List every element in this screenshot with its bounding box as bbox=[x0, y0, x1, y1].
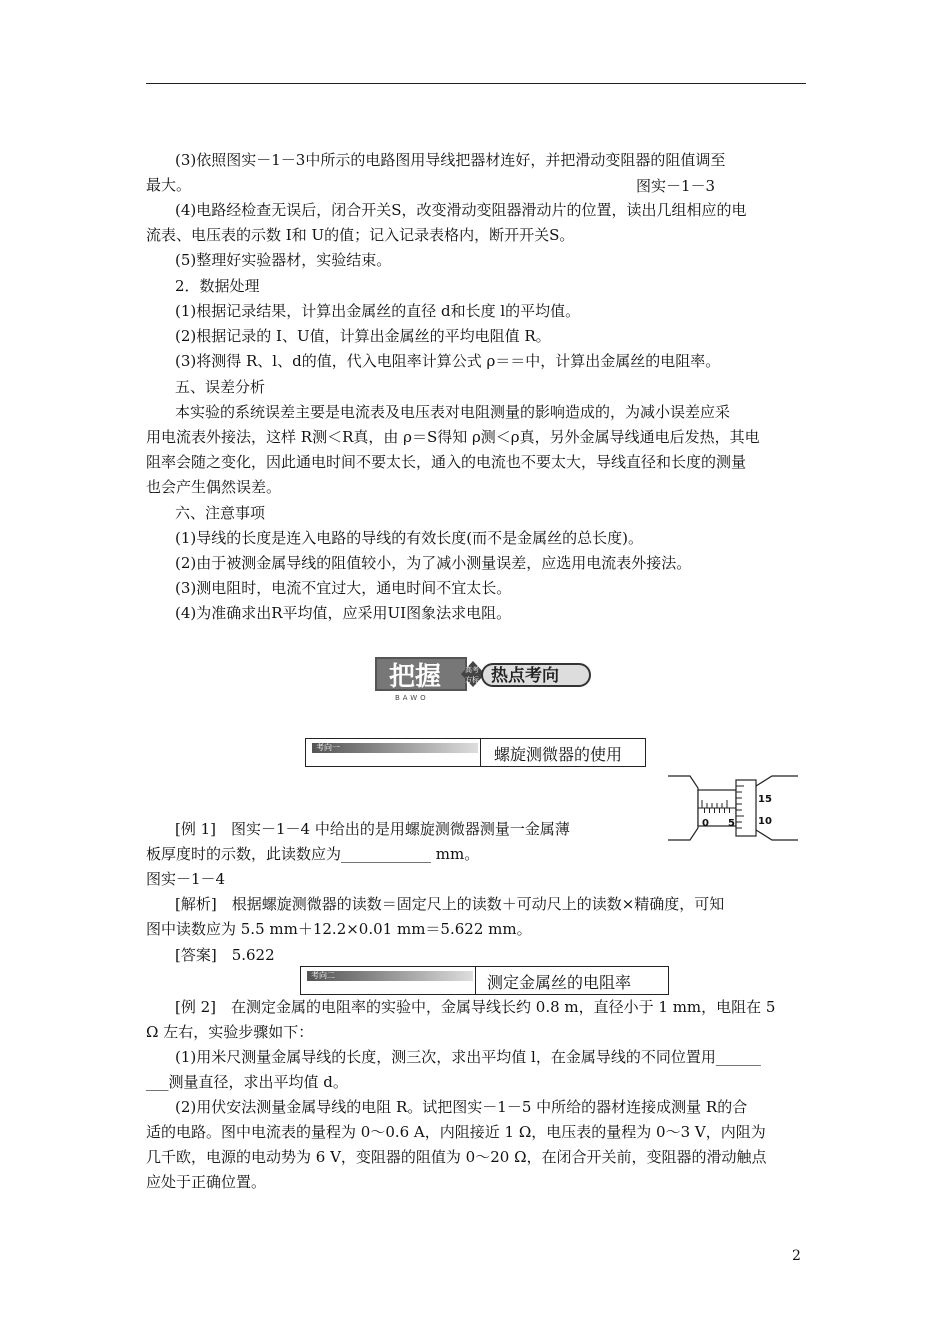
box-divider bbox=[480, 739, 481, 766]
main-scale-label: 0 bbox=[702, 818, 709, 829]
section-heading: 五、误差分析 bbox=[175, 378, 266, 396]
example-line: 几千欧，电源的电动势为 6 V，变阻器的阻值为 0～20 Ω，在闭合开关前，变阻器的滑动触点 bbox=[146, 1148, 767, 1166]
text-line: (2)根据记录的 I、U值，计算出金属丝的平均电阻值 R。 bbox=[175, 327, 551, 345]
text-line: 本实验的系统误差主要是电流表及电压表对电阻测量的影响造成的，为减小误差应采 bbox=[175, 403, 731, 421]
main-scale-label: 5 bbox=[728, 818, 735, 829]
example-line: 板厚度时的示数，此读数应为____________ mm。 bbox=[146, 845, 480, 863]
text-line: 用电流表外接法，这样 R测＜R真，由 ρ＝S得知 ρ测＜ρ真，另外金属导线通电后发热，其电 bbox=[146, 428, 760, 446]
text-line: 最大。 bbox=[146, 176, 192, 194]
section-heading: 六、注意事项 bbox=[175, 504, 266, 522]
text-line: 流表、电压表的示数 I和 U的值；记入记录表格内，断开开关S。 bbox=[146, 226, 575, 244]
text-line: (1)导线的长度是连入电路的导线的有效长度(而不是金属丝的总长度)。 bbox=[175, 529, 643, 547]
thimble-scale-label: 10 bbox=[758, 816, 772, 827]
example-line: Ω 左右，实验步骤如下： bbox=[146, 1023, 314, 1041]
text-line: (4)电路经检查无误后，闭合开关S，改变滑动变阻器滑动片的位置，读出几组相应的电 bbox=[175, 201, 747, 219]
banner-right-text: 热点考向 bbox=[491, 666, 559, 686]
text-line: (4)为准确求出R平均值，应采用UI图象法求电阻。 bbox=[175, 604, 512, 622]
example-line: [例 1] 图实－1－4 中给出的是用螺旋测微器测量一金属薄 bbox=[175, 820, 570, 838]
micrometer-figure bbox=[662, 772, 802, 844]
example-line: 适的电路。图中电流表的量程为 0～0.6 A，内阻接近 1 Ω，电压表的量程为 0～3 V，内阻为 bbox=[146, 1123, 766, 1141]
example-line: (2)用伏安法测量金属导线的电阻 R。试把图实－1－5 中所给的器材连接成测量 R的合 bbox=[175, 1098, 748, 1116]
solution-line: 图中读数应为 5.5 mm＋12.2×0.01 mm＝5.622 mm。 bbox=[146, 920, 532, 938]
topic-tag: 考向二 bbox=[307, 971, 473, 981]
text-line: 也会产生偶然误差。 bbox=[146, 478, 282, 496]
solution-line: [解析] 根据螺旋测微器的读数＝固定尺上的读数＋可动尺上的读数×精确度，可知 bbox=[175, 895, 725, 913]
text-line: (2)由于被测金属导线的阻值较小，为了减小测量误差，应选用电流表外接法。 bbox=[175, 554, 692, 572]
figure-label: 图实－1－4 bbox=[146, 870, 226, 888]
topic-box-1 bbox=[305, 738, 646, 767]
header-rule bbox=[146, 83, 806, 84]
banner-big-text: 把握 bbox=[389, 662, 442, 692]
text-line: (3)将测得 R、l、d的值，代入电阻率计算公式 ρ＝＝中，计算出金属丝的电阻率。 bbox=[175, 352, 721, 370]
topic-title: 测定金属丝的电阻率 bbox=[487, 973, 632, 992]
answer-line: [答案] 5.622 bbox=[175, 946, 275, 964]
box-divider bbox=[475, 967, 476, 994]
example-line: (1)用米尺测量金属导线的长度，测三次，求出平均值 l，在金属导线的不同位置用______ bbox=[175, 1048, 761, 1066]
page-number: 2 bbox=[792, 1248, 801, 1264]
section-banner bbox=[375, 655, 593, 703]
text-line: (1)根据记录结果，计算出金属丝的直径 d和长度 l的平均值。 bbox=[175, 302, 581, 320]
example-line: ___测量直径，求出平均值 d。 bbox=[146, 1073, 348, 1091]
banner-sub-text: BAWO bbox=[395, 694, 429, 702]
thimble-scale-label: 15 bbox=[758, 794, 772, 805]
banner-small-top: 高考 bbox=[465, 666, 479, 674]
section-heading: 2．数据处理 bbox=[175, 277, 260, 295]
text-line: (3)测电阻时，电流不宜过大，通电时间不宜太长。 bbox=[175, 579, 512, 597]
topic-title: 螺旋测微器的使用 bbox=[494, 745, 623, 764]
example-line: 应处于正确位置。 bbox=[146, 1173, 267, 1191]
topic-box-2 bbox=[300, 966, 669, 995]
text-line: 阻率会随之变化，因此通电时间不要太长，通入的电流也不要太大，导线直径和长度的测量 bbox=[146, 453, 747, 471]
example-line: [例 2] 在测定金属的电阻率的实验中，金属导线长约 0.8 m，直径小于 1 mm，电阻在 5 bbox=[175, 998, 776, 1016]
banner-small-bottom: 方标 bbox=[465, 676, 479, 684]
topic-tag: 考向一 bbox=[312, 743, 478, 753]
figure-label: 图实－1－3 bbox=[636, 177, 716, 195]
text-line: (3)依照图实－1－3中所示的电路图用导线把器材连好，并把滑动变阻器的阻值调至 bbox=[175, 151, 726, 169]
text-line: (5)整理好实验器材，实验结束。 bbox=[175, 251, 392, 269]
